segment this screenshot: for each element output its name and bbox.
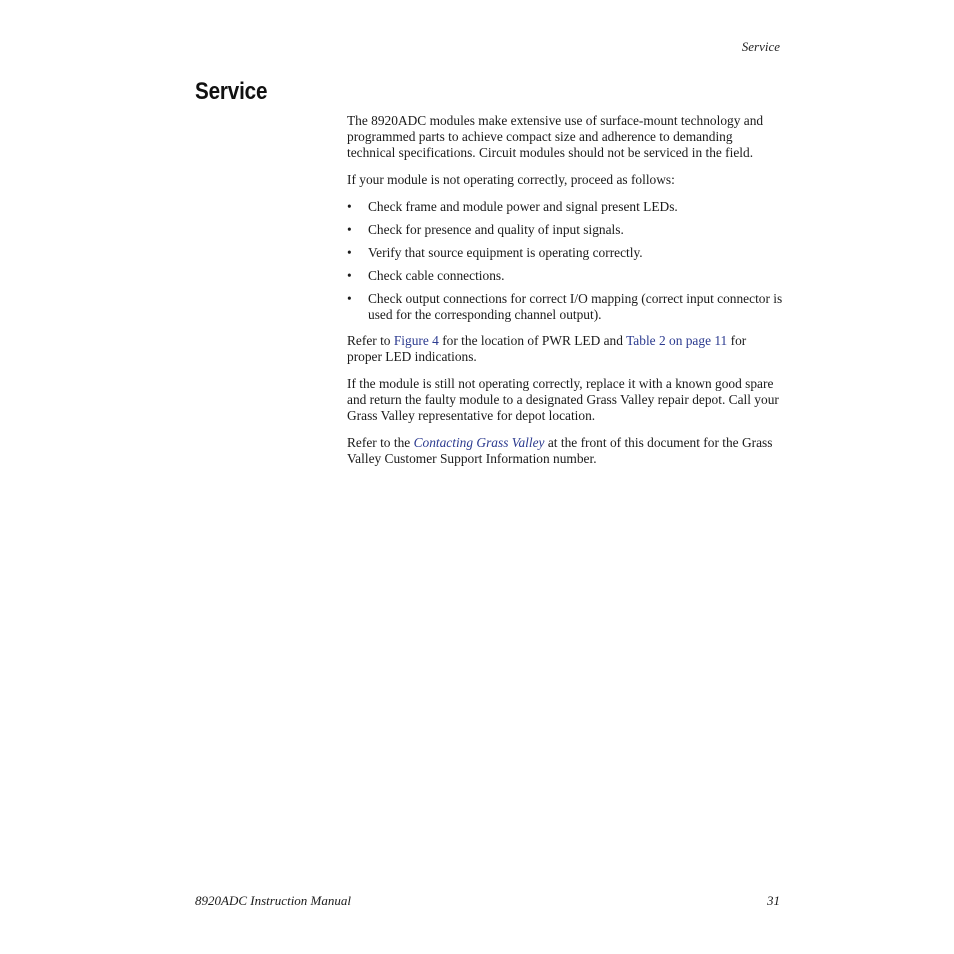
proceed-paragraph: If your module is not operating correctly, proceed as follows: — [347, 172, 675, 187]
refer-paragraph — [347, 333, 783, 365]
section-title: Service — [195, 78, 268, 105]
list-item — [347, 291, 783, 323]
figure-4-link[interactable]: Figure 4 — [393, 333, 439, 348]
list-item — [347, 268, 783, 284]
contacting-grass-valley-link[interactable]: Contacting Grass Valley — [413, 435, 545, 450]
refer-suffix: for proper LED indications. — [347, 333, 747, 364]
list-item-text: Check for presence and quality of input signals. — [368, 222, 624, 237]
body-text — [347, 113, 783, 478]
refer-middle: for the location of PWR LED and — [438, 333, 627, 348]
contact-suffix: at the front of this document for the Grass Valley Customer Support Information number. — [347, 435, 773, 466]
table-2-link[interactable]: Table 2 on page 11 — [626, 333, 728, 348]
contact-paragraph — [347, 435, 783, 467]
running-header: Service — [741, 39, 780, 54]
list-item-text: Verify that source equipment is operating correctly. — [368, 245, 643, 260]
troubleshooting-list — [347, 199, 783, 323]
list-item-text: Check frame and module power and signal present LEDs. — [368, 199, 678, 214]
list-item — [347, 199, 783, 215]
list-item — [347, 222, 783, 238]
still-not-paragraph: If the module is still not operating correctly, replace it with a known good spare and return the faulty module to a designated Grass Valley repair depot. Call your Grass Valley representative for depot location. — [347, 376, 779, 423]
refer-prefix: Refer to — [347, 333, 394, 348]
intro-paragraph: The 8920ADC modules make extensive use of surface-mount technology and programmed parts to achieve compact size and adherence to demanding technical specifications. Circuit modules should not be serviced in the field. — [347, 113, 764, 160]
footer-manual-title: 8920ADC Instruction Manual — [195, 893, 351, 908]
bullet-icon: • — [347, 268, 352, 283]
list-item-text: Check cable connections. — [368, 268, 505, 283]
contact-prefix: Refer to the — [347, 435, 414, 450]
list-item — [347, 245, 783, 261]
bullet-icon: • — [347, 245, 352, 260]
list-item-text: Check output connections for correct I/O mapping (correct input connector is used for the corresponding channel output). — [368, 291, 783, 322]
bullet-icon: • — [347, 222, 352, 237]
page-number: 31 — [767, 893, 780, 908]
bullet-icon: • — [347, 291, 352, 306]
bullet-icon: • — [347, 199, 352, 214]
